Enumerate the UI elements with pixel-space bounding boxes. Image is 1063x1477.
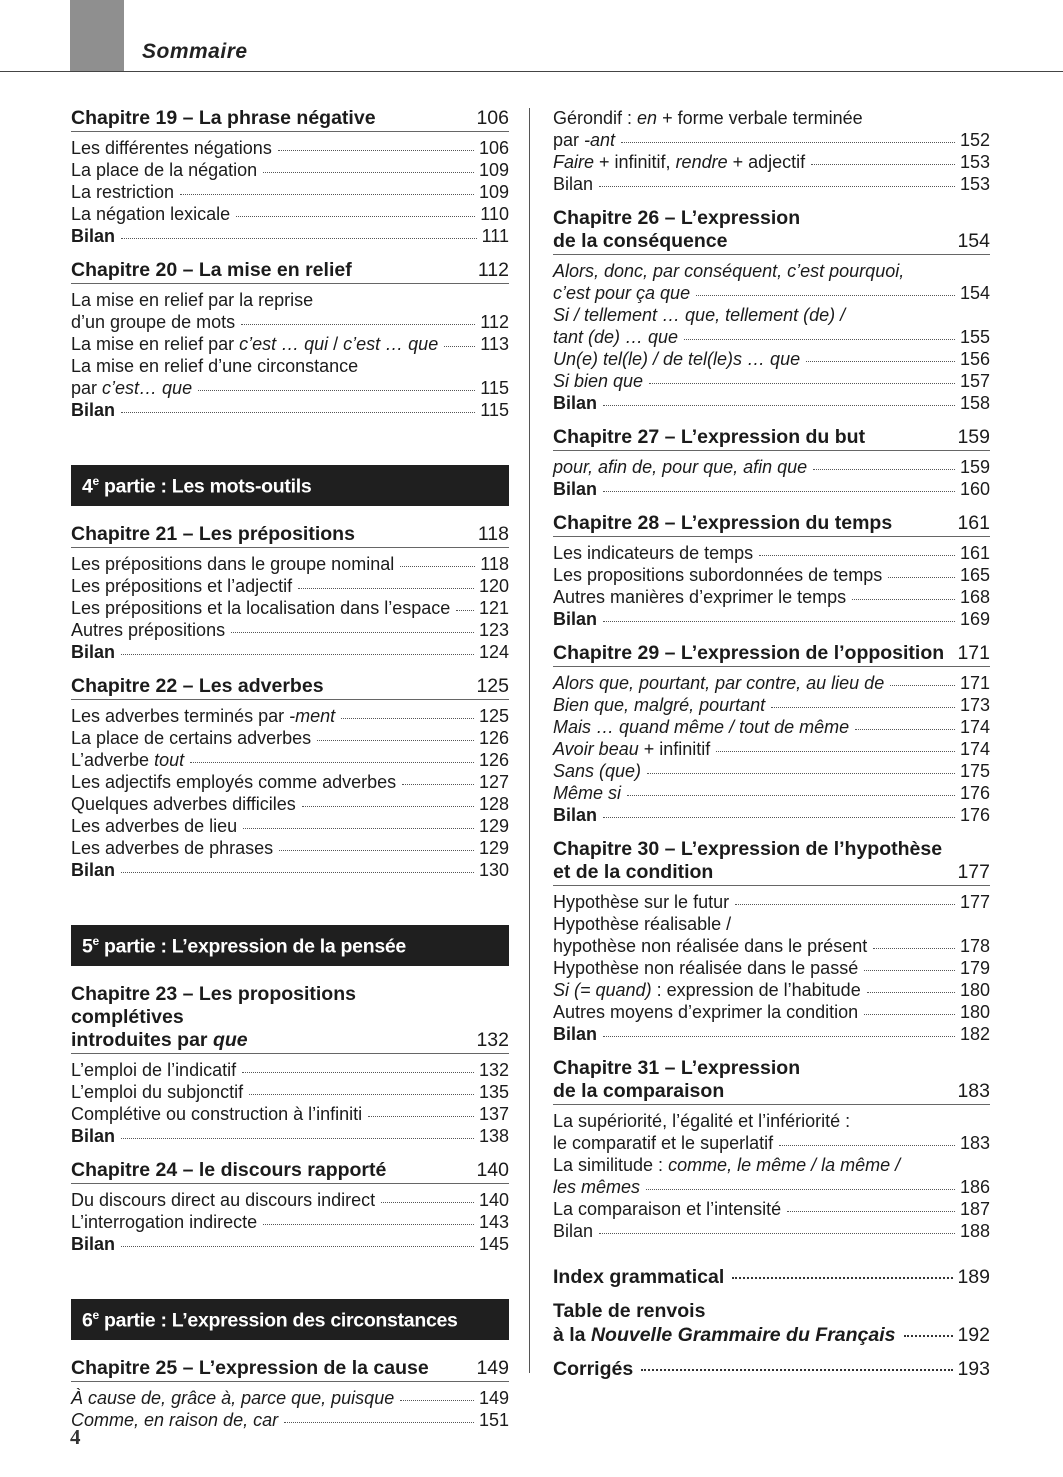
toc-entry[interactable]: La place de la négation 109 bbox=[71, 160, 509, 180]
toc-entry[interactable]: La mise en relief par c’est … qui / c’est … que 113 bbox=[71, 334, 509, 354]
chapter-25-heading[interactable]: Chapitre 25 – L’expression de la cause 149 bbox=[71, 1357, 509, 1382]
toc-entry[interactable]: Les adverbes terminés par -ment 125 bbox=[71, 706, 509, 726]
toc-entry[interactable]: La négation lexicale 110 bbox=[71, 204, 509, 224]
toc-entry-line: La mise en relief par la reprise bbox=[71, 290, 314, 310]
toc-entry[interactable]: Autres prépositions 123 bbox=[71, 620, 509, 640]
corriges-entry[interactable]: Corrigés 193 bbox=[553, 1358, 990, 1380]
toc-entry[interactable]: le comparatif et le superlatif 183 bbox=[553, 1133, 990, 1153]
right-column bbox=[553, 107, 990, 1381]
toc-entry[interactable]: Autres manières d’exprimer le temps 168 bbox=[553, 587, 990, 607]
chapter-30-heading[interactable]: Chapitre 30 – L’expression de l’hypothèse et de la condition 177 bbox=[553, 838, 990, 886]
toc-entry-line: La mise en relief d’une circonstance bbox=[71, 356, 359, 376]
left-column bbox=[71, 107, 509, 1431]
toc-entry[interactable]: À cause de, grâce à, parce que, puisque 149 bbox=[71, 1388, 509, 1408]
toc-entry[interactable]: L’emploi du subjonctif 135 bbox=[71, 1082, 509, 1102]
toc-entry[interactable]: Les adverbes de phrases 129 bbox=[71, 838, 509, 858]
toc-entry-bilan[interactable]: Bilan 145 bbox=[71, 1234, 509, 1254]
toc-entry[interactable]: La restriction 109 bbox=[71, 182, 509, 202]
toc-entry-bilan[interactable]: Bilan 138 bbox=[71, 1126, 509, 1146]
toc-entry[interactable]: Les prépositions et l’adjectif 120 bbox=[71, 576, 509, 596]
toc-entry[interactable]: Les indicateurs de temps 161 bbox=[553, 543, 990, 563]
toc-entry[interactable]: Les adjectifs employés comme adverbes 127 bbox=[71, 772, 509, 792]
chapter-19-heading[interactable]: Chapitre 19 – La phrase négative 106 bbox=[71, 107, 509, 132]
toc-entry[interactable]: c’est pour ça que 154 bbox=[553, 283, 990, 303]
toc-entry[interactable]: Hypothèse sur le futur 177 bbox=[553, 892, 990, 912]
toc-entry[interactable]: L’adverbe tout 126 bbox=[71, 750, 509, 770]
toc-entry[interactable]: Complétive ou construction à l’infiniti 137 bbox=[71, 1104, 509, 1124]
toc-entry-bilan[interactable]: Bilan 169 bbox=[553, 609, 990, 629]
toc-entry[interactable]: Bien que, malgré, pourtant 173 bbox=[553, 695, 990, 715]
toc-entry-line: Alors, donc, par conséquent, c’est pourquoi, bbox=[553, 261, 905, 281]
toc-entry[interactable]: Alors que, pourtant, par contre, au lieu de 171 bbox=[553, 673, 990, 693]
toc-entry-bilan[interactable]: Bilan 153 bbox=[553, 174, 990, 194]
toc-entry[interactable]: tant (de) … que 155 bbox=[553, 327, 990, 347]
toc-entry[interactable]: Si (= quand) : expression de l’habitude 180 bbox=[553, 980, 990, 1000]
toc-entry[interactable]: Hypothèse non réalisée dans le passé 179 bbox=[553, 958, 990, 978]
toc-entry[interactable]: Faire + infinitif, rendre + adjectif 153 bbox=[553, 152, 990, 172]
toc-entry-bilan[interactable]: Bilan 160 bbox=[553, 479, 990, 499]
toc-entry[interactable]: Comme, en raison de, car 151 bbox=[71, 1410, 509, 1430]
chapter-27-heading[interactable]: Chapitre 27 – L’expression du but 159 bbox=[553, 426, 990, 451]
part-6-banner: 6e partie : L’expression des circonstances bbox=[71, 1299, 509, 1340]
toc-entry-bilan[interactable]: Bilan 176 bbox=[553, 805, 990, 825]
toc-entry-line: La supériorité, l’égalité et l’infériorité : bbox=[553, 1111, 851, 1131]
toc-entry[interactable]: L’interrogation indirecte 143 bbox=[71, 1212, 509, 1232]
toc-entry-bilan[interactable]: Bilan 115 bbox=[71, 400, 509, 420]
chapter-22-heading[interactable]: Chapitre 22 – Les adverbes 125 bbox=[71, 675, 509, 700]
toc-entry[interactable]: par c’est… que 115 bbox=[71, 378, 509, 398]
part-4-banner: 4e partie : Les mots-outils bbox=[71, 465, 509, 506]
toc-entry[interactable]: Les prépositions et la localisation dans l’espace 121 bbox=[71, 598, 509, 618]
toc-entry[interactable]: Du discours direct au discours indirect 140 bbox=[71, 1190, 509, 1210]
chapter-29-heading[interactable]: Chapitre 29 – L’expression de l’opposition 171 bbox=[553, 642, 990, 667]
toc-entry[interactable]: Même si 176 bbox=[553, 783, 990, 803]
renvois-title: Table de renvois bbox=[553, 1300, 706, 1322]
toc-entry[interactable]: Les prépositions dans le groupe nominal 118 bbox=[71, 554, 509, 574]
toc-entry-bilan[interactable]: Bilan 130 bbox=[71, 860, 509, 880]
part-5-banner: 5e partie : L’expression de la pensée bbox=[71, 925, 509, 966]
toc-entry-line: La similitude : comme, le même / la même / bbox=[553, 1155, 901, 1175]
header-rule bbox=[0, 71, 1063, 72]
toc-entry[interactable]: Sans (que) 175 bbox=[553, 761, 990, 781]
toc-entry[interactable]: La place de certains adverbes 126 bbox=[71, 728, 509, 748]
toc-entry[interactable]: Les adverbes de lieu 129 bbox=[71, 816, 509, 836]
toc-entry-bilan[interactable]: Bilan 158 bbox=[553, 393, 990, 413]
toc-entry[interactable]: les mêmes 186 bbox=[553, 1177, 990, 1197]
chapter-26-heading[interactable]: Chapitre 26 – L’expression de la conséquence 154 bbox=[553, 207, 990, 255]
toc-entry-bilan[interactable]: Bilan 188 bbox=[553, 1221, 990, 1241]
page-title: Sommaire bbox=[142, 40, 248, 63]
page-number: 4 bbox=[70, 1425, 81, 1449]
chapter-23-heading[interactable]: Chapitre 23 – Les propositions complétives introduites par que 132 bbox=[71, 983, 509, 1054]
toc-entry-line: Hypothèse réalisable / bbox=[553, 914, 732, 934]
toc-entry[interactable]: pour, afin de, pour que, afin que 159 bbox=[553, 457, 990, 477]
renvois-entry[interactable]: à la Nouvelle Grammaire du Français 192 bbox=[553, 1324, 990, 1346]
toc-entry-line: Si / tellement … que, tellement (de) / bbox=[553, 305, 846, 325]
toc-entry-bilan[interactable]: Bilan 182 bbox=[553, 1024, 990, 1044]
chapter-20-heading[interactable]: Chapitre 20 – La mise en relief 112 bbox=[71, 259, 509, 284]
toc-entry[interactable]: Les différentes négations 106 bbox=[71, 138, 509, 158]
header-tab bbox=[70, 0, 124, 71]
toc-entry[interactable]: Autres moyens d’exprimer la condition 180 bbox=[553, 1002, 990, 1022]
toc-entry[interactable]: Mais … quand même / tout de même 174 bbox=[553, 717, 990, 737]
toc-entry[interactable]: L’emploi de l’indicatif 132 bbox=[71, 1060, 509, 1080]
toc-entry[interactable]: d’un groupe de mots 112 bbox=[71, 312, 509, 332]
toc-entry[interactable]: La comparaison et l’intensité 187 bbox=[553, 1199, 990, 1219]
toc-entry[interactable]: Les propositions subordonnées de temps 165 bbox=[553, 565, 990, 585]
toc-entry[interactable]: Avoir beau + infinitif 174 bbox=[553, 739, 990, 759]
chapter-28-heading[interactable]: Chapitre 28 – L’expression du temps 161 bbox=[553, 512, 990, 537]
toc-entry-line: Gérondif : en + forme verbale terminée bbox=[553, 108, 863, 128]
index-entry[interactable]: Index grammatical 189 bbox=[553, 1266, 990, 1288]
column-separator bbox=[529, 108, 530, 1373]
toc-entry[interactable]: Si bien que 157 bbox=[553, 371, 990, 391]
chapter-31-heading[interactable]: Chapitre 31 – L’expression de la comparaison 183 bbox=[553, 1057, 990, 1105]
toc-entry-bilan[interactable]: Bilan 124 bbox=[71, 642, 509, 662]
toc-entry-bilan[interactable]: Bilan 111 bbox=[71, 226, 509, 246]
toc-entry[interactable]: par -ant 152 bbox=[553, 130, 990, 150]
toc-entry[interactable]: hypothèse non réalisée dans le présent 178 bbox=[553, 936, 990, 956]
chapter-24-heading[interactable]: Chapitre 24 – le discours rapporté 140 bbox=[71, 1159, 509, 1184]
toc-entry[interactable]: Quelques adverbes difficiles 128 bbox=[71, 794, 509, 814]
chapter-21-heading[interactable]: Chapitre 21 – Les prépositions 118 bbox=[71, 523, 509, 548]
toc-entry[interactable]: Un(e) tel(le) / de tel(le)s … que 156 bbox=[553, 349, 990, 369]
